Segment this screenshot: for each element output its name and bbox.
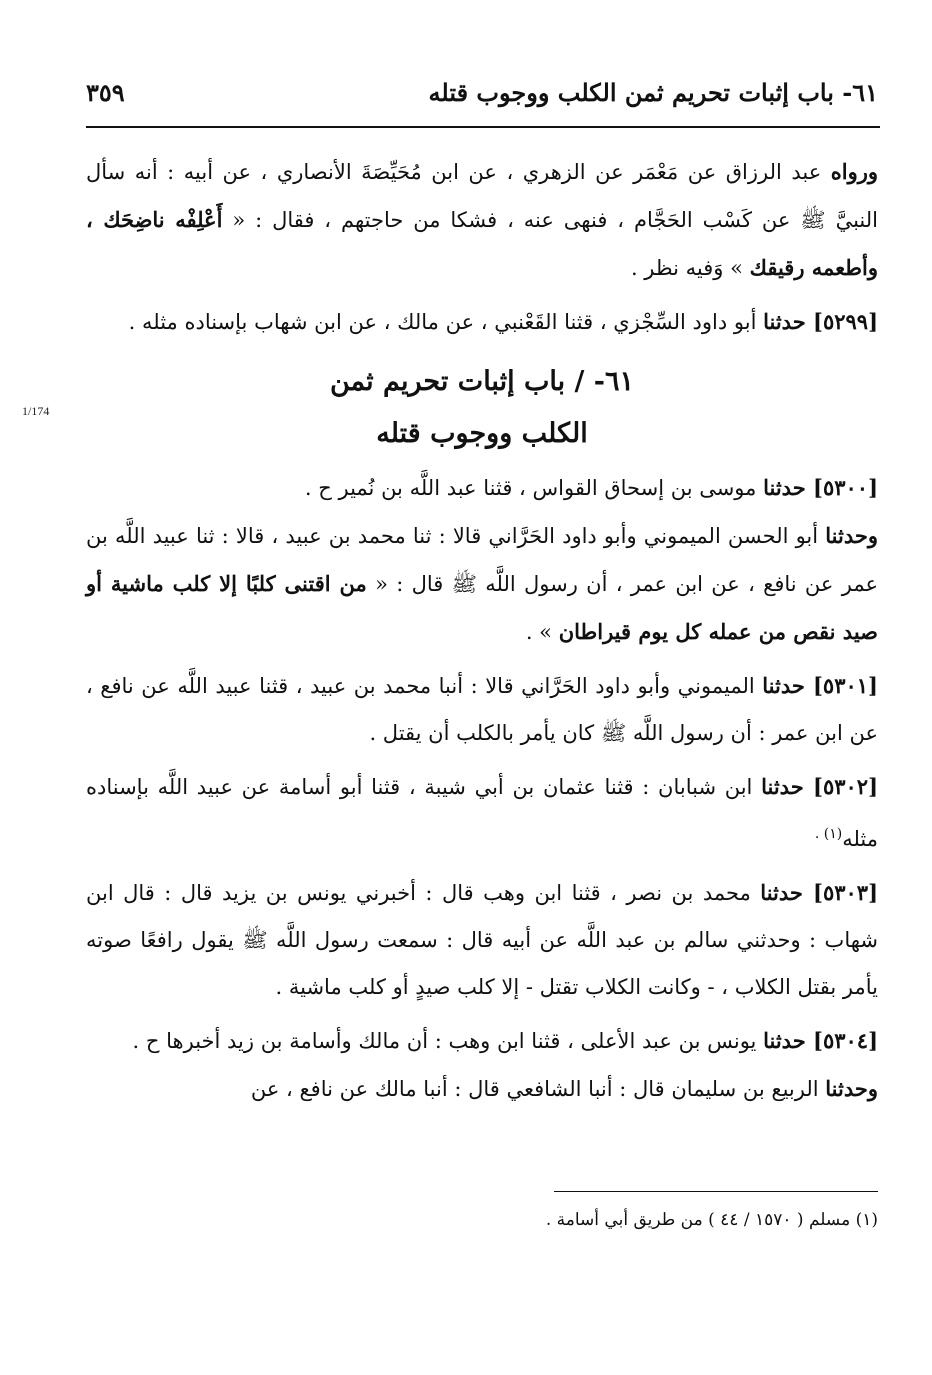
paragraph-text: ابن شبابان : قثنا عثمان بن أبي شيبة ، قثنا أبو أسامة عن عبيد اللَّه بإسناده مثله bbox=[86, 775, 878, 851]
paragraph-text: محمد بن نصر ، قثنا ابن وهب قال : أخبرني يونس بن يزيد قال : قال ابن شهاب : وحدثني سالم بن عبد اللَّه عن أبيه قال : سمعت رسول اللَّه ﷺ يقول رافعًا صوته يأمر بقتل الكلاب ، - وكانت الكلاب تقتل - إلا كلب صيدٍ أو كلب ماشية . bbox=[86, 881, 878, 999]
paragraph-lead: [٥٣٠٠] حدثنا bbox=[763, 475, 878, 500]
paragraph-lead: [٥٣٠٤] حدثنا bbox=[763, 1028, 878, 1053]
paragraph-text: عبد الرزاق عن مَعْمَر عن الزهري ، عن ابن مُحَيِّصَةَ الأنصاري ، عن أبيه : أنه سأل النبيَّ ﷺ عن كَسْب الحَجَّام ، فنهى عنه ، فشكا من حاجتهم ، فقال : « bbox=[86, 160, 878, 232]
paragraph-5304-second-chain bbox=[86, 1065, 878, 1113]
running-title: ٦١- باب إثبات تحريم ثمن الكلب ووجوب قتله bbox=[428, 78, 878, 107]
paragraph-lead: وحدثنا bbox=[825, 523, 878, 548]
footnote: (١) مسلم ( ١٥٧٠ / ٤٤ ) من طريق أبي أسامة . bbox=[545, 1210, 878, 1230]
footnote-marker: (١) . bbox=[814, 826, 843, 842]
paragraph-lead: وحدثنا bbox=[825, 1076, 878, 1101]
paragraph-5301 bbox=[86, 662, 878, 757]
page-body bbox=[86, 148, 878, 1113]
paragraph-lead: [٥٢٩٩] حدثنا bbox=[763, 309, 878, 334]
paragraph-text: أبو داود السِّجْزي ، قثنا القَعْنبي ، عن مالك ، عن ابن شهاب بإسناده مثله . bbox=[128, 310, 764, 334]
paragraph-5304 bbox=[86, 1017, 878, 1065]
running-header bbox=[86, 78, 878, 122]
paragraph-lead: ورواه bbox=[830, 159, 878, 184]
paragraph-text: موسى بن إسحاق القواس ، قثنا عبد اللَّه بن نُمير ح . bbox=[304, 476, 764, 500]
paragraph-tail: » . bbox=[525, 620, 559, 644]
paragraph-5300 bbox=[86, 464, 878, 512]
paragraph-text: أبو الحسن الميموني وأبو داود الحَرَّاني قالا : ثنا محمد بن عبيد ، قالا : ثنا عبيد اللَّه بن عمر عن نافع ، عن ابن عمر ، أن رسول اللَّه ﷺ قال : « bbox=[86, 524, 879, 596]
paragraph-5299 bbox=[86, 298, 878, 346]
paragraph-riwaya bbox=[86, 148, 878, 292]
paragraph-tail: » وَفيه نظر . bbox=[630, 256, 750, 280]
paragraph-5302 bbox=[86, 763, 878, 863]
chapter-heading-line-1: ٦١- / باب إثبات تحريم ثمن bbox=[329, 366, 635, 397]
paragraph-5303 bbox=[86, 869, 878, 1011]
paragraph-lead: [٥٣٠٣] حدثنا bbox=[760, 880, 878, 905]
paragraph-text: الربيع بن سليمان قال : أنبا الشافعي قال : أنبا مالك عن نافع ، عن bbox=[250, 1077, 826, 1101]
manuscript-folio-note: 1/174 bbox=[22, 404, 50, 418]
paragraph-lead: [٥٣٠٢] حدثنا bbox=[761, 774, 878, 799]
header-divider bbox=[86, 126, 880, 128]
chapter-heading-line-2: الكلب ووجوب قتله bbox=[376, 418, 588, 449]
page-number: ٣٥٩ bbox=[86, 78, 125, 107]
hadith-quote: من اقتنى كلبًا إلا كلب ماشية أو صيد نقص من عمله كل يوم قيراطان bbox=[86, 571, 878, 644]
chapter-heading bbox=[86, 356, 878, 460]
footnote-divider bbox=[554, 1191, 878, 1192]
paragraph-text: يونس بن عبد الأعلى ، قثنا ابن وهب : أن مالك وأسامة بن زيد أخبرها ح . bbox=[132, 1029, 764, 1053]
paragraph-lead: [٥٣٠١] حدثنا bbox=[762, 673, 878, 698]
hadith-quote: أَعْلِفْه ناضِحَك ، وأطعمه رقيقك bbox=[86, 207, 878, 280]
paragraph-text: الميموني وأبو داود الحَرَّاني قالا : أنبا محمد بن عبيد ، قثنا عبيد اللَّه عن نافع ، عن ابن عمر : أن رسول اللَّه ﷺ كان يأمر بالكلب أن يقتل . bbox=[86, 674, 878, 745]
paragraph-5300-second-chain bbox=[86, 512, 878, 656]
